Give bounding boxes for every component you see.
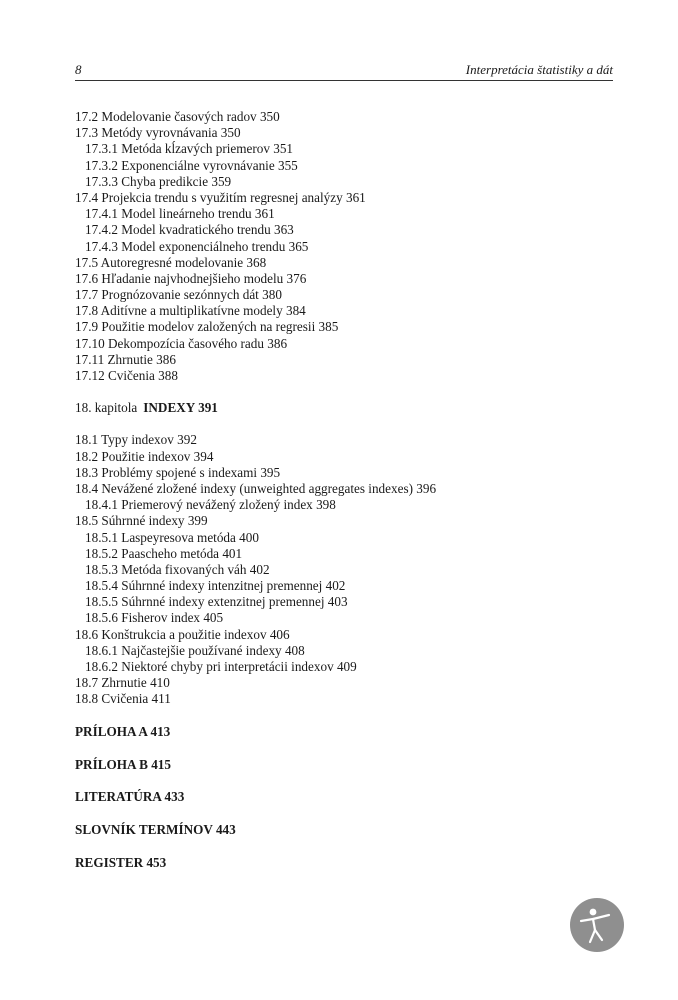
toc-subsection-entry: 17.3.2 Exponenciálne vyrovnávanie 355 <box>85 157 298 173</box>
toc-appendix-entry: PRÍLOHA B 415 <box>75 756 171 772</box>
toc-section-entry: 17.4 Projekcia trendu s využitím regresnej analýzy 361 <box>75 189 366 205</box>
toc-subsection-entry: 18.6.2 Niektoré chyby pri interpretácii indexov 409 <box>85 659 357 674</box>
toc-section-entry: 17.7 Prognózovanie sezónnych dát 380 <box>75 287 282 303</box>
toc-subsection-entry: 18.5.1 Laspeyresova metóda 400 <box>85 529 259 545</box>
toc-subsection-entry: 18.5.2 Paascheho metóda 401 <box>85 545 243 561</box>
toc-subsection-entry: 18.6.1 Najčastejšie používané indexy 408 <box>85 642 305 658</box>
toc-section-entry: 18.1 Typy indexov 392 <box>75 432 197 448</box>
toc-section-entry: 17.6 Hľadanie najvhodnejšieho modelu 376 <box>75 270 307 286</box>
toc-section-17 <box>75 109 635 384</box>
page-header <box>75 62 613 81</box>
toc-subsection-entry: 17.4.1 Model lineárneho trendu 361 <box>85 206 275 222</box>
toc-section-entry: 18.7 Zhrnutie 410 <box>75 675 170 691</box>
table-of-contents <box>75 109 635 871</box>
toc-appendix-entry: REGISTER 453 <box>75 854 167 870</box>
toc-section-entry: 17.10 Dekompozícia časového radu 386 <box>75 335 288 351</box>
toc-section-entry: 18.6 Konštrukcia a použitie indexov 406 <box>75 626 290 642</box>
toc-section-entry: 18.4 Nevážené zložené indexy (unweighted aggregates indexes) 396 <box>75 480 437 496</box>
toc-section-entry: 17.9 Použitie modelov založených na regresii 385 <box>75 319 339 335</box>
toc-section-entry: 17.12 Cvičenia 388 <box>75 368 178 383</box>
section-gap <box>75 384 635 400</box>
chapter-prefix: 18. kapitola <box>75 400 138 416</box>
toc-section-entry: 18.8 Cvičenia 411 <box>75 691 171 707</box>
toc-subsection-entry: 18.5.5 Súhrnné indexy extenzitnej premennej 403 <box>85 594 348 610</box>
appendix-list <box>75 724 635 871</box>
chapter-heading-18 <box>75 400 635 416</box>
section-gap <box>75 416 635 432</box>
gymnast-figure-icon <box>569 897 625 953</box>
toc-section-entry: 17.2 Modelovanie časových radov 350 <box>75 109 280 124</box>
toc-section-entry: 18.2 Použitie indexov 394 <box>75 448 214 464</box>
page-number: 8 <box>75 62 82 77</box>
running-title: Interpretácia štatistiky a dát <box>465 62 613 77</box>
toc-subsection-entry: 17.4.2 Model kvadratického trendu 363 <box>85 222 294 238</box>
toc-section-entry: 17.11 Zhrnutie 386 <box>75 351 176 367</box>
toc-appendix-entry: PRÍLOHA A 413 <box>75 724 171 740</box>
chapter-title: INDEXY 391 <box>143 400 218 416</box>
toc-section-18 <box>75 432 635 707</box>
toc-appendix-entry: SLOVNÍK TERMÍNOV 443 <box>75 822 236 838</box>
toc-section-entry: 17.8 Aditívne a multiplikatívne modely 384 <box>75 303 306 319</box>
toc-subsection-entry: 17.3.1 Metóda kĺzavých priemerov 351 <box>85 141 294 157</box>
toc-section-entry: 18.3 Problémy spojené s indexami 395 <box>75 464 281 480</box>
toc-subsection-entry: 18.5.3 Metóda fixovaných váh 402 <box>85 561 270 577</box>
toc-appendix-entry: LITERATÚRA 433 <box>75 789 185 805</box>
toc-subsection-entry: 18.5.4 Súhrnné indexy intenzitnej premennej 402 <box>85 578 346 594</box>
publisher-logo <box>569 897 625 958</box>
toc-section-entry: 17.5 Autoregresné modelovanie 368 <box>75 254 267 270</box>
toc-subsection-entry: 18.4.1 Priemerový nevážený zložený index 398 <box>85 497 336 513</box>
toc-section-entry: 17.3 Metódy vyrovnávania 350 <box>75 125 241 141</box>
toc-subsection-entry: 17.4.3 Model exponenciálneho trendu 365 <box>85 238 309 254</box>
toc-subsection-entry: 18.5.6 Fisherov index 405 <box>85 610 224 626</box>
toc-subsection-entry: 17.3.3 Chyba predikcie 359 <box>85 173 232 189</box>
toc-section-entry: 18.5 Súhrnné indexy 399 <box>75 513 208 529</box>
